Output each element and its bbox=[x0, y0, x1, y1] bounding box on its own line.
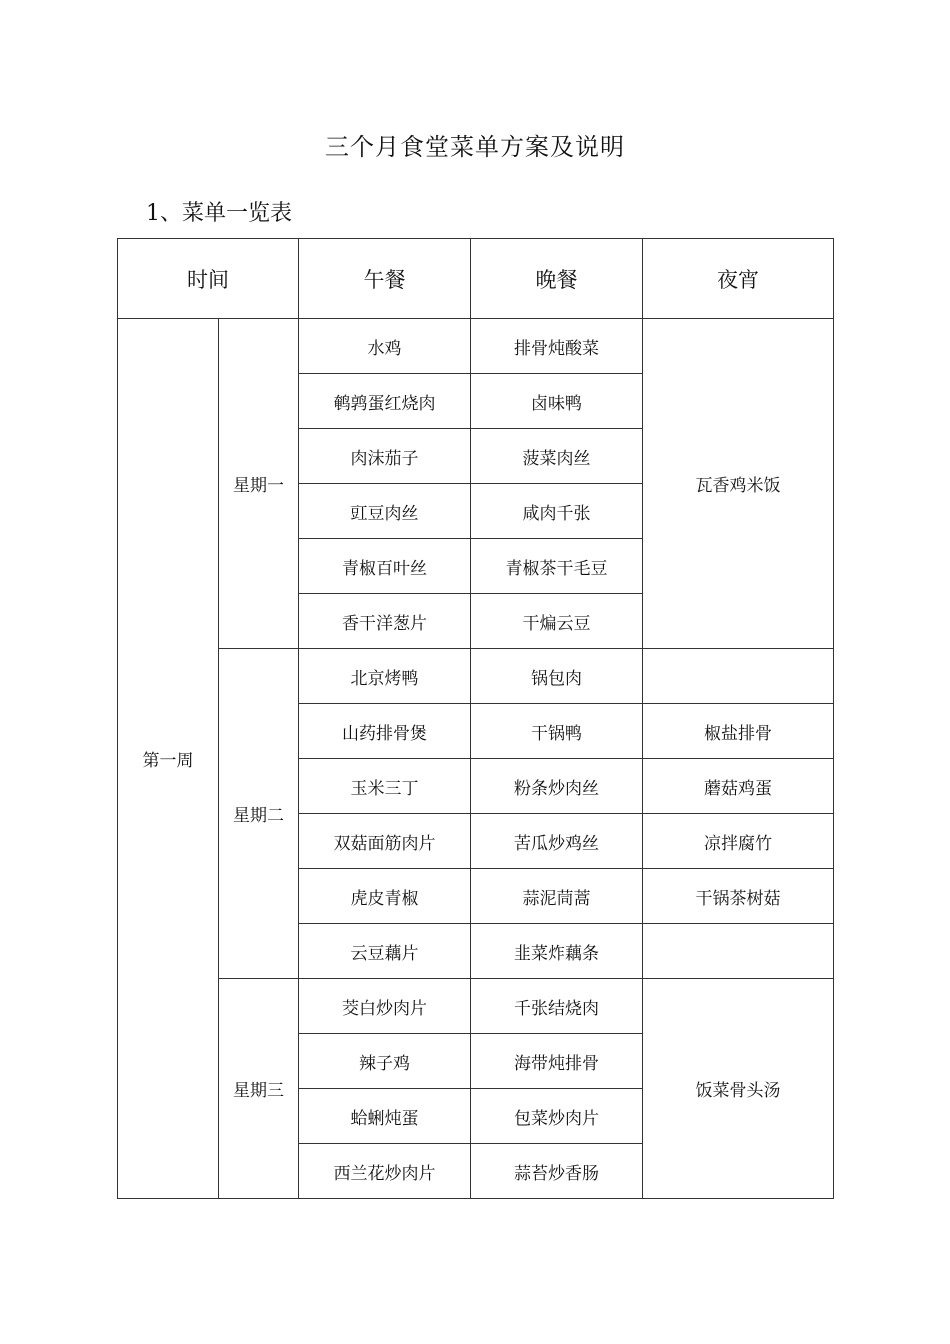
header-time: 时间 bbox=[118, 239, 299, 319]
late-snack-cell: 凉拌腐竹 bbox=[643, 814, 834, 869]
lunch-cell: 双菇面筋肉片 bbox=[299, 814, 471, 869]
lunch-cell: 虎皮青椒 bbox=[299, 869, 471, 924]
lunch-cell: 青椒百叶丝 bbox=[299, 539, 471, 594]
dinner-cell: 韭菜炸藕条 bbox=[471, 924, 643, 979]
lunch-cell: 茭白炒肉片 bbox=[299, 979, 471, 1034]
dinner-cell: 干煸云豆 bbox=[471, 594, 643, 649]
lunch-cell: 西兰花炒肉片 bbox=[299, 1144, 471, 1199]
header-late-snack: 夜宵 bbox=[643, 239, 834, 319]
lunch-cell: 豇豆肉丝 bbox=[299, 484, 471, 539]
lunch-cell: 辣子鸡 bbox=[299, 1034, 471, 1089]
dinner-cell: 蒜泥茼蒿 bbox=[471, 869, 643, 924]
lunch-cell: 云豆藕片 bbox=[299, 924, 471, 979]
dinner-cell: 包菜炒肉片 bbox=[471, 1089, 643, 1144]
dinner-cell: 青椒茶干毛豆 bbox=[471, 539, 643, 594]
late-snack-cell-monday: 瓦香鸡米饭 bbox=[643, 319, 834, 649]
header-dinner: 晚餐 bbox=[471, 239, 643, 319]
dinner-cell: 卤味鸭 bbox=[471, 374, 643, 429]
late-snack-cell-wednesday: 饭菜骨头汤 bbox=[643, 979, 834, 1199]
late-snack-cell: 干锅茶树菇 bbox=[643, 869, 834, 924]
lunch-cell: 玉米三丁 bbox=[299, 759, 471, 814]
lunch-cell: 山药排骨煲 bbox=[299, 704, 471, 759]
day-label-wednesday: 星期三 bbox=[219, 979, 299, 1199]
table-header-row bbox=[118, 239, 834, 319]
lunch-cell: 水鸡 bbox=[299, 319, 471, 374]
lunch-cell: 鹌鹑蛋红烧肉 bbox=[299, 374, 471, 429]
lunch-cell: 蛤蜊炖蛋 bbox=[299, 1089, 471, 1144]
dinner-cell: 干锅鸭 bbox=[471, 704, 643, 759]
day-label-monday: 星期一 bbox=[219, 319, 299, 649]
dinner-cell: 锅包肉 bbox=[471, 649, 643, 704]
lunch-cell: 北京烤鸭 bbox=[299, 649, 471, 704]
dinner-cell: 苦瓜炒鸡丝 bbox=[471, 814, 643, 869]
header-lunch: 午餐 bbox=[299, 239, 471, 319]
table-row bbox=[118, 979, 834, 1034]
late-snack-cell bbox=[643, 649, 834, 704]
dinner-cell: 排骨炖酸菜 bbox=[471, 319, 643, 374]
dinner-cell: 粉条炒肉丝 bbox=[471, 759, 643, 814]
dinner-cell: 咸肉千张 bbox=[471, 484, 643, 539]
dinner-cell: 菠菜肉丝 bbox=[471, 429, 643, 484]
late-snack-cell bbox=[643, 924, 834, 979]
lunch-cell: 肉沫茄子 bbox=[299, 429, 471, 484]
dinner-cell: 千张结烧肉 bbox=[471, 979, 643, 1034]
dinner-cell: 海带炖排骨 bbox=[471, 1034, 643, 1089]
menu-table bbox=[117, 238, 834, 1199]
dinner-cell: 蒜苔炒香肠 bbox=[471, 1144, 643, 1199]
table-row bbox=[118, 319, 834, 374]
lunch-cell: 香干洋葱片 bbox=[299, 594, 471, 649]
table-row bbox=[118, 649, 834, 704]
week-label: 第一周 bbox=[118, 319, 219, 1199]
section-heading: 1、菜单一览表 bbox=[146, 201, 292, 226]
late-snack-cell: 椒盐排骨 bbox=[643, 704, 834, 759]
late-snack-cell: 蘑菇鸡蛋 bbox=[643, 759, 834, 814]
document-title: 三个月食堂菜单方案及说明 bbox=[325, 133, 625, 161]
day-label-tuesday: 星期二 bbox=[219, 649, 299, 979]
